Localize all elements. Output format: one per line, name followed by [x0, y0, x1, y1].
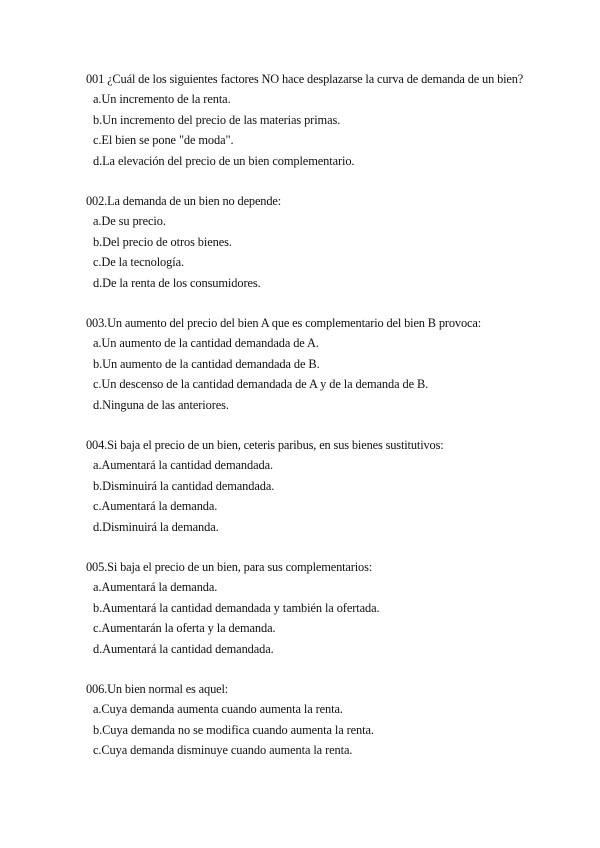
question-004: [86, 435, 566, 537]
option-c: c.Un descenso de la cantidad demandada de A y de la demanda de B.: [93, 377, 429, 391]
option-a: a.Cuya demanda aumenta cuando aumenta la renta.: [93, 702, 343, 716]
question-003: [86, 313, 566, 415]
option-c: c.De la tecnología.: [93, 255, 184, 269]
option-a: a.Aumentará la demanda.: [93, 580, 218, 594]
option-d: d.Ninguna de las anteriores.: [93, 397, 229, 412]
option-a: a.Un incremento de la renta.: [93, 92, 231, 106]
question-text: 003.Un aumento del precio del bien A que es complementario del bien B provoca:: [86, 316, 482, 330]
option-d: d.La elevación del precio de un bien complementario.: [93, 153, 355, 168]
question-text: 004.Si baja el precio de un bien, ceteris paribus, en sus bienes sustitutivos:: [86, 438, 444, 452]
option-c: c.Aumentará la demanda.: [93, 499, 218, 513]
option-a: a.Un aumento de la cantidad demandada de A.: [93, 336, 319, 350]
question-text: 006.Un bien normal es aquel:: [86, 682, 229, 696]
question-text: 005.Si baja el precio de un bien, para sus complementarios:: [86, 560, 373, 574]
option-b: b.Aumentará la cantidad demandada y también la ofertada.: [93, 600, 380, 615]
option-c: c.Aumentarán la oferta y la demanda.: [93, 621, 276, 635]
option-b: b.Del precio de otros bienes.: [93, 234, 232, 249]
option-d: d.De la renta de los consumidores.: [93, 275, 261, 290]
question-006: [86, 679, 566, 761]
question-001: [86, 69, 566, 171]
option-b: b.Un aumento de la cantidad demandada de B.: [93, 356, 320, 371]
option-d: d.Disminuirá la demanda.: [93, 519, 219, 534]
option-c: c.El bien se pone "de moda".: [93, 133, 234, 147]
option-a: a.De su precio.: [93, 214, 166, 228]
option-d: d.Aumentará la cantidad demandada.: [93, 641, 274, 656]
option-b: b.Disminuirá la cantidad demandada.: [93, 478, 275, 493]
question-005: [86, 557, 566, 659]
option-b: b.Cuya demanda no se modifica cuando aumenta la renta.: [93, 722, 374, 737]
question-text: 001 ¿Cuál de los siguientes factores NO hace desplazarse la curva de demanda de un bien?: [86, 72, 524, 86]
option-b: b.Un incremento del precio de las materias primas.: [93, 112, 341, 127]
option-c: c.Cuya demanda disminuye cuando aumenta la renta.: [93, 743, 353, 757]
question-text: 002.La demanda de un bien no depende:: [86, 194, 282, 208]
question-002: [86, 191, 566, 293]
option-a: a.Aumentará la cantidad demandada.: [93, 458, 273, 472]
